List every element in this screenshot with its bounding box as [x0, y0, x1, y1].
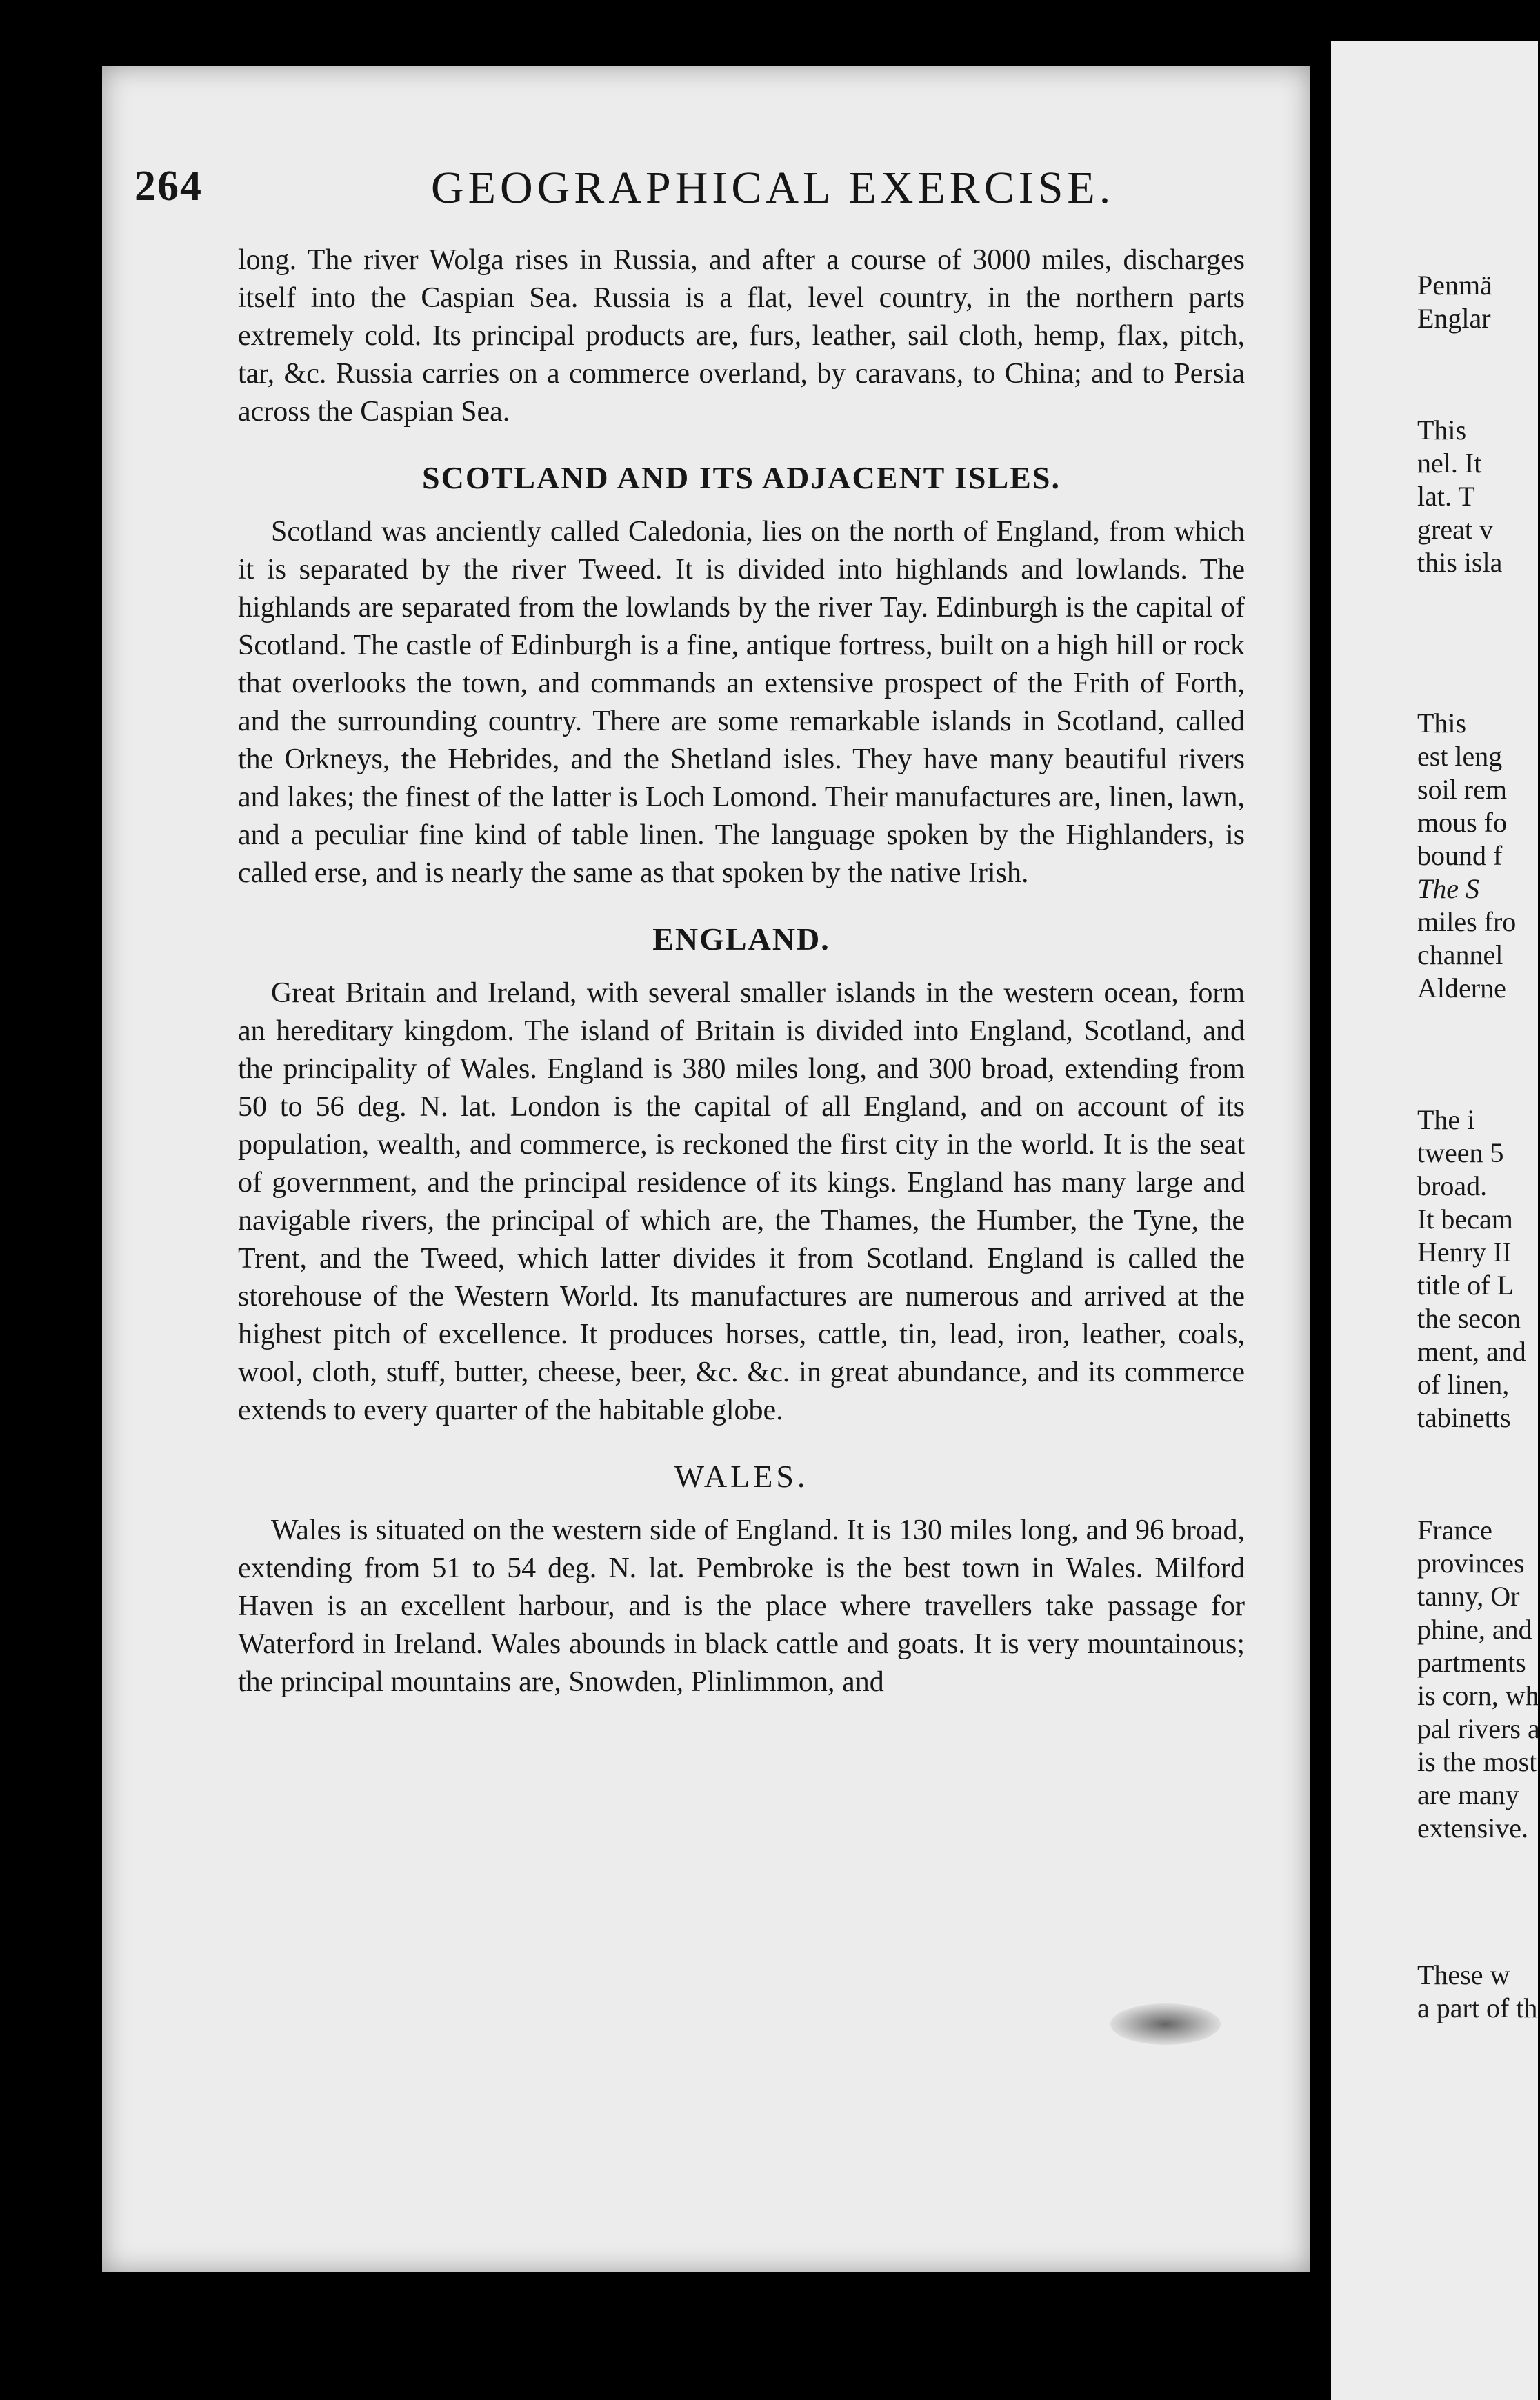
facing-line: lat. T	[1417, 481, 1475, 512]
facing-line: France	[1417, 1514, 1492, 1546]
page-gutter	[1310, 0, 1331, 2400]
facing-page-block-3	[1417, 707, 1516, 1005]
england-paragraph: Great Britain and Ireland, with several smaller islands in the western ocean, form an hereditary kingdom. The island of Britain is divided into England, Scotland, and the principality of Wales. England is 380 miles long, and 300 broad, extending from 50 to 56 deg. N. lat. London is the capital of all England, and on account of its population, wealth, and commerce, is reckoned the first city in the world. It is the seat of government, and the principal residence of its kings. England has many large and navigable rivers, the principal of which are, the Thames, the Humber, the Tyne, the Trent, and the Tweed, which latter divides it from Scotland. England is called the storehouse of the Western World. Its manufactures are numerous and arrived at the highest pitch of excellence. It produces horses, cattle, tin, lead, iron, leather, coals, wool, cloth, stuff, butter, cheese, beer, &c. &c. in great abundance, and its commerce extends to every quarter of the habitable globe.	[238, 977, 1245, 1426]
facing-line: phine, and	[1417, 1614, 1532, 1645]
page-number: 264	[134, 163, 203, 210]
facing-page-block-4	[1417, 1103, 1526, 1434]
facing-line: This	[1417, 708, 1467, 739]
ink-blot	[1110, 2003, 1221, 2045]
facing-line: Alderne	[1417, 972, 1506, 1003]
running-title: GEOGRAPHICAL EXERCISE.	[431, 163, 1115, 213]
facing-line: title of L	[1417, 1270, 1514, 1301]
facing-line: broad.	[1417, 1170, 1488, 1201]
wales-paragraph: Wales is situated on the western side of England. It is 130 miles long, and 96 broad, extending from 51 to 54 deg. N. lat. Pembroke is the best town in Wales. Milford Haven is an excellent harbour, and is the place where travellers take passage for Waterford in Ireland. Wales abounds in black cattle and goats. It is very mountainous; the principal mountains are, Snowden, Plinlimmon, and	[238, 1514, 1245, 1698]
main-text-column	[238, 241, 1245, 1701]
facing-line: a part of th	[1417, 1992, 1538, 2023]
facing-line: tween 5	[1417, 1137, 1504, 1168]
facing-line: the secon	[1417, 1303, 1521, 1334]
facing-line: It becam	[1417, 1203, 1513, 1234]
facing-line: tabinetts	[1417, 1402, 1511, 1433]
facing-line: Henry II	[1417, 1237, 1512, 1268]
running-head	[134, 155, 1238, 238]
facing-line: of linen,	[1417, 1369, 1510, 1400]
facing-line: ment, and	[1417, 1336, 1526, 1367]
facing-page-block-2	[1417, 414, 1502, 579]
facing-line: mous fo	[1417, 807, 1507, 838]
facing-line: Englar	[1417, 303, 1491, 334]
wales-heading: WALES.	[674, 1459, 809, 1494]
facing-line: extensive.	[1417, 1812, 1529, 1843]
facing-line: The i	[1417, 1104, 1475, 1135]
facing-line: nel. It	[1417, 448, 1482, 479]
facing-line: tanny, Or	[1417, 1581, 1520, 1612]
england-heading: ENGLAND.	[652, 921, 830, 957]
facing-line: provinces	[1417, 1548, 1525, 1579]
facing-line: bound f	[1417, 840, 1503, 871]
facing-line: pal rivers a	[1417, 1713, 1540, 1744]
facing-line: are many	[1417, 1779, 1519, 1810]
facing-line: partments	[1417, 1647, 1526, 1678]
facing-line: soil rem	[1417, 774, 1507, 805]
facing-line: est leng	[1417, 741, 1503, 772]
scotland-heading: SCOTLAND AND ITS ADJACENT ISLES.	[422, 460, 1061, 495]
russia-paragraph-continued: long. The river Wolga rises in Russia, and after a course of 3000 miles, discharges itself into the Caspian Sea. Russia is a flat, level country, in the northern parts extremely cold. Its principal products are, furs, leather, sail cloth, hemp, flax, pitch, tar, &c. Russia carries on a commerce overland, by caravans, to China; and to Persia across the Caspian Sea.	[238, 244, 1245, 428]
facing-line: this isla	[1417, 547, 1503, 578]
facing-line: These w	[1417, 1959, 1510, 1990]
facing-line: Penmä	[1417, 270, 1492, 301]
facing-line: miles fro	[1417, 906, 1517, 937]
facing-line: is corn, wh	[1417, 1680, 1539, 1711]
facing-line: The S	[1417, 873, 1479, 904]
facing-page-block-6	[1417, 1959, 1537, 2025]
scotland-paragraph: Scotland was anciently called Caledonia, lies on the north of England, from which it is separated by the river Tweed. It is divided into highlands and lowlands. The highlands are separated from the lowlands by the river Tay. Edinburgh is the capital of Scotland. The castle of Edinburgh is a fine, antique fortress, built on a high hill or rock that overlooks the town, and commands an extensive prospect of the Frith of Forth, and the surrounding country. There are some remarkable islands in Scotland, called the Orkneys, the Hebrides, and the Shetland isles. They have many beautiful rivers and lakes; the finest of the latter is Loch Lomond. Their manufactures are, linen, lawn, and a peculiar fine kind of table linen. The language spoken by the Highlanders, is called erse, and is nearly the same as that spoken by the native Irish.	[238, 516, 1245, 889]
facing-line: channel	[1417, 939, 1503, 970]
facing-page-block-5	[1417, 1514, 1540, 1845]
facing-line: is the most	[1417, 1746, 1537, 1777]
facing-line: great v	[1417, 514, 1493, 545]
facing-line: This	[1417, 414, 1467, 446]
facing-page-block-1	[1417, 269, 1492, 335]
